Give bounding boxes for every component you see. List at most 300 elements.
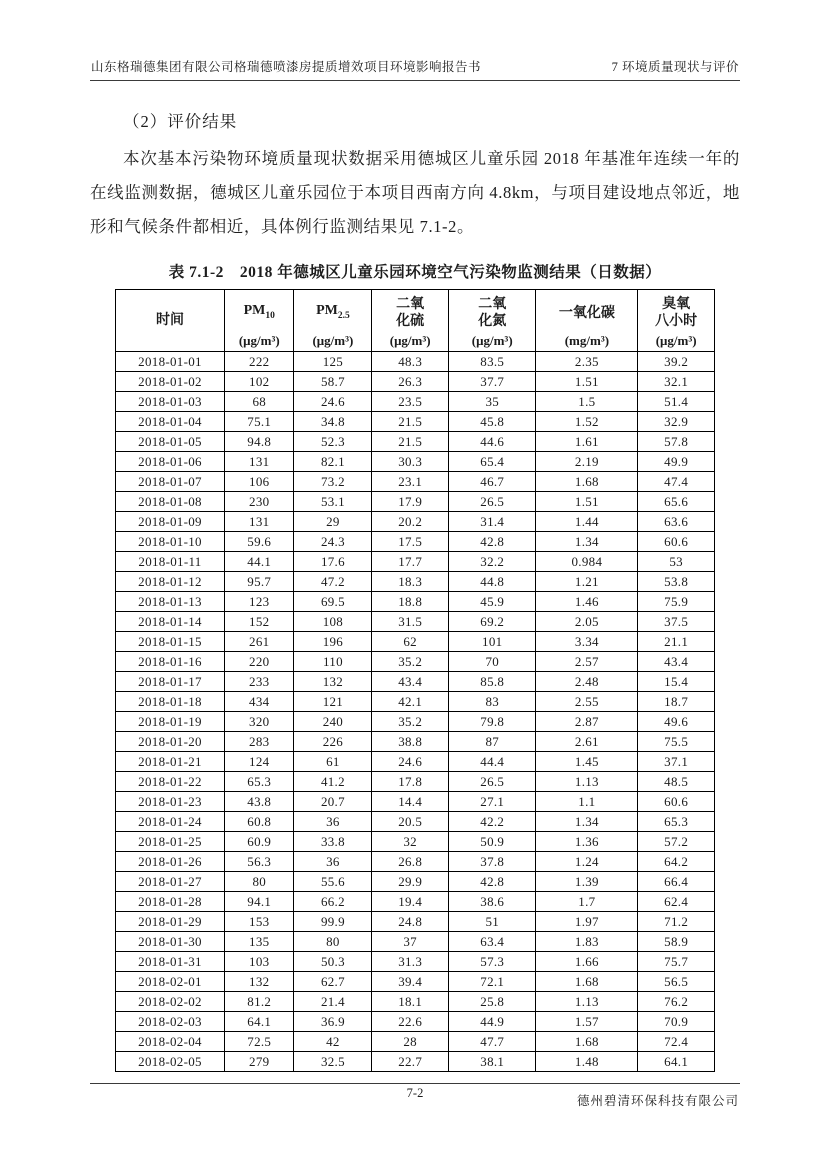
col-unit-pm25: (μg/m³) xyxy=(312,333,354,348)
date-cell: 2018-01-14 xyxy=(116,612,225,632)
o3-line1: 臭氧 xyxy=(662,297,691,312)
value-cell: 240 xyxy=(294,712,372,732)
value-cell: 1.68 xyxy=(536,972,638,992)
value-cell: 39.2 xyxy=(638,352,715,372)
monitoring-table xyxy=(115,289,715,1072)
value-cell: 60.6 xyxy=(638,532,715,552)
value-cell: 53.8 xyxy=(638,572,715,592)
value-cell: 2.61 xyxy=(536,732,638,752)
date-cell: 2018-01-29 xyxy=(116,912,225,932)
date-cell: 2018-01-17 xyxy=(116,672,225,692)
value-cell: 72.1 xyxy=(449,972,536,992)
value-cell: 32.2 xyxy=(449,552,536,572)
value-cell: 75.5 xyxy=(638,732,715,752)
date-cell: 2018-01-22 xyxy=(116,772,225,792)
value-cell: 94.8 xyxy=(225,432,294,452)
value-cell: 32.5 xyxy=(294,1052,372,1072)
value-cell: 18.1 xyxy=(372,992,449,1012)
value-cell: 31.5 xyxy=(372,612,449,632)
value-cell: 46.7 xyxy=(449,472,536,492)
value-cell: 50.9 xyxy=(449,832,536,852)
value-cell: 57.2 xyxy=(638,832,715,852)
value-cell: 50.3 xyxy=(294,952,372,972)
value-cell: 38.8 xyxy=(372,732,449,752)
value-cell: 2.87 xyxy=(536,712,638,732)
footer-company: 德州碧清环保科技有限公司 xyxy=(576,1094,739,1108)
value-cell: 70 xyxy=(449,652,536,672)
value-cell: 83.5 xyxy=(449,352,536,372)
table-row xyxy=(116,872,715,892)
value-cell: 94.1 xyxy=(225,892,294,912)
date-cell: 2018-01-03 xyxy=(116,392,225,412)
date-cell: 2018-02-04 xyxy=(116,1032,225,1052)
value-cell: 64.1 xyxy=(638,1052,715,1072)
value-cell: 65.3 xyxy=(638,812,715,832)
value-cell: 29 xyxy=(294,512,372,532)
value-cell: 24.3 xyxy=(294,532,372,552)
date-cell: 2018-01-20 xyxy=(116,732,225,752)
value-cell: 48.3 xyxy=(372,352,449,372)
table-row xyxy=(116,1012,715,1032)
value-cell: 434 xyxy=(225,692,294,712)
col-unit-no2: (μg/m³) xyxy=(471,333,513,348)
value-cell: 62.4 xyxy=(638,892,715,912)
value-cell: 1.51 xyxy=(536,492,638,512)
value-cell: 37.8 xyxy=(449,852,536,872)
value-cell: 52.3 xyxy=(294,432,372,452)
value-cell: 37.5 xyxy=(638,612,715,632)
table-row xyxy=(116,652,715,672)
body-paragraph: 本次基本污染物环境质量现状数据采用德城区儿童乐园 2018 年基准年连续一年的在线监测数据，德城区儿童乐园位于本项目西南方向 4.8km，与项目建设地点邻近，地形和气候条件都相近，具体例行监测结果见 7.1-2。 xyxy=(90,149,740,236)
so2-line1: 二氧 xyxy=(396,297,425,312)
col-header-pm10 xyxy=(225,290,294,352)
value-cell: 26.5 xyxy=(449,772,536,792)
o3-line2: 八小时 xyxy=(655,314,698,329)
table-row xyxy=(116,892,715,912)
table-row xyxy=(116,632,715,652)
table-row xyxy=(116,592,715,612)
value-cell: 18.7 xyxy=(638,692,715,712)
date-cell: 2018-01-15 xyxy=(116,632,225,652)
value-cell: 1.45 xyxy=(536,752,638,772)
value-cell: 56.5 xyxy=(638,972,715,992)
value-cell: 1.1 xyxy=(536,792,638,812)
value-cell: 73.2 xyxy=(294,472,372,492)
value-cell: 61 xyxy=(294,752,372,772)
value-cell: 2.57 xyxy=(536,652,638,672)
date-cell: 2018-02-03 xyxy=(116,1012,225,1032)
value-cell: 23.1 xyxy=(372,472,449,492)
value-cell: 55.6 xyxy=(294,872,372,892)
value-cell: 226 xyxy=(294,732,372,752)
table-row xyxy=(116,612,715,632)
value-cell: 1.66 xyxy=(536,952,638,972)
value-cell: 1.5 xyxy=(536,392,638,412)
table-row xyxy=(116,452,715,472)
value-cell: 17.5 xyxy=(372,532,449,552)
value-cell: 95.7 xyxy=(225,572,294,592)
pm10-base: PM xyxy=(243,302,266,318)
value-cell: 65.4 xyxy=(449,452,536,472)
value-cell: 59.6 xyxy=(225,532,294,552)
value-cell: 124 xyxy=(225,752,294,772)
value-cell: 58.7 xyxy=(294,372,372,392)
col-unit-pm10: (μg/m³) xyxy=(238,333,280,348)
col-header-co xyxy=(536,290,638,352)
value-cell: 103 xyxy=(225,952,294,972)
value-cell: 42.8 xyxy=(449,532,536,552)
value-cell: 44.1 xyxy=(225,552,294,572)
date-cell: 2018-01-02 xyxy=(116,372,225,392)
date-cell: 2018-02-02 xyxy=(116,992,225,1012)
table-row xyxy=(116,432,715,452)
date-cell: 2018-01-07 xyxy=(116,472,225,492)
date-cell: 2018-01-09 xyxy=(116,512,225,532)
value-cell: 2.05 xyxy=(536,612,638,632)
value-cell: 3.34 xyxy=(536,632,638,652)
value-cell: 47.2 xyxy=(294,572,372,592)
value-cell: 62.7 xyxy=(294,972,372,992)
value-cell: 1.52 xyxy=(536,412,638,432)
value-cell: 99.9 xyxy=(294,912,372,932)
table-row xyxy=(116,712,715,732)
value-cell: 53 xyxy=(638,552,715,572)
date-cell: 2018-01-05 xyxy=(116,432,225,452)
value-cell: 1.57 xyxy=(536,1012,638,1032)
value-cell: 38.1 xyxy=(449,1052,536,1072)
value-cell: 1.24 xyxy=(536,852,638,872)
value-cell: 83 xyxy=(449,692,536,712)
value-cell: 44.9 xyxy=(449,1012,536,1032)
value-cell: 1.83 xyxy=(536,932,638,952)
value-cell: 1.61 xyxy=(536,432,638,452)
table-row xyxy=(116,952,715,972)
value-cell: 35.2 xyxy=(372,652,449,672)
date-cell: 2018-01-23 xyxy=(116,792,225,812)
table-row xyxy=(116,912,715,932)
date-cell: 2018-01-01 xyxy=(116,352,225,372)
date-cell: 2018-01-27 xyxy=(116,872,225,892)
table-row xyxy=(116,992,715,1012)
table-row xyxy=(116,792,715,812)
value-cell: 32 xyxy=(372,832,449,852)
value-cell: 279 xyxy=(225,1052,294,1072)
value-cell: 47.7 xyxy=(449,1032,536,1052)
value-cell: 43.4 xyxy=(638,652,715,672)
date-cell: 2018-01-24 xyxy=(116,812,225,832)
value-cell: 66.2 xyxy=(294,892,372,912)
value-cell: 0.984 xyxy=(536,552,638,572)
value-cell: 1.68 xyxy=(536,1032,638,1052)
value-cell: 1.51 xyxy=(536,372,638,392)
col-unit-co: (mg/m³) xyxy=(564,333,610,348)
date-cell: 2018-02-01 xyxy=(116,972,225,992)
value-cell: 31.3 xyxy=(372,952,449,972)
value-cell: 60.6 xyxy=(638,792,715,812)
value-cell: 22.7 xyxy=(372,1052,449,1072)
value-cell: 2.35 xyxy=(536,352,638,372)
table-row xyxy=(116,492,715,512)
value-cell: 58.9 xyxy=(638,932,715,952)
table-row xyxy=(116,752,715,772)
value-cell: 220 xyxy=(225,652,294,672)
date-cell: 2018-01-08 xyxy=(116,492,225,512)
value-cell: 48.5 xyxy=(638,772,715,792)
value-cell: 152 xyxy=(225,612,294,632)
value-cell: 80 xyxy=(294,932,372,952)
value-cell: 75.9 xyxy=(638,592,715,612)
value-cell: 33.8 xyxy=(294,832,372,852)
value-cell: 132 xyxy=(225,972,294,992)
value-cell: 153 xyxy=(225,912,294,932)
value-cell: 21.1 xyxy=(638,632,715,652)
value-cell: 230 xyxy=(225,492,294,512)
value-cell: 69.5 xyxy=(294,592,372,612)
table-row xyxy=(116,772,715,792)
table-row xyxy=(116,532,715,552)
value-cell: 85.8 xyxy=(449,672,536,692)
value-cell: 35 xyxy=(449,392,536,412)
table-row xyxy=(116,832,715,852)
value-cell: 49.6 xyxy=(638,712,715,732)
table-row xyxy=(116,1032,715,1052)
table-row xyxy=(116,812,715,832)
table-row xyxy=(116,392,715,412)
value-cell: 76.2 xyxy=(638,992,715,1012)
value-cell: 43.4 xyxy=(372,672,449,692)
section-heading: （2）评价结果 xyxy=(123,112,238,131)
value-cell: 36 xyxy=(294,812,372,832)
value-cell: 45.9 xyxy=(449,592,536,612)
value-cell: 30.3 xyxy=(372,452,449,472)
running-header xyxy=(90,57,740,81)
value-cell: 320 xyxy=(225,712,294,732)
value-cell: 283 xyxy=(225,732,294,752)
value-cell: 82.1 xyxy=(294,452,372,472)
no2-line2: 化氮 xyxy=(478,314,507,329)
col-header-time xyxy=(116,290,225,352)
value-cell: 123 xyxy=(225,592,294,612)
value-cell: 57.8 xyxy=(638,432,715,452)
value-cell: 1.36 xyxy=(536,832,638,852)
value-cell: 37 xyxy=(372,932,449,952)
value-cell: 1.34 xyxy=(536,532,638,552)
value-cell: 31.4 xyxy=(449,512,536,532)
value-cell: 43.8 xyxy=(225,792,294,812)
value-cell: 2.55 xyxy=(536,692,638,712)
value-cell: 37.1 xyxy=(638,752,715,772)
page-number: 7-2 xyxy=(406,1086,424,1100)
value-cell: 26.5 xyxy=(449,492,536,512)
table-row xyxy=(116,352,715,372)
value-cell: 1.97 xyxy=(536,912,638,932)
col-unit-so2: (μg/m³) xyxy=(389,333,431,348)
value-cell: 42.1 xyxy=(372,692,449,712)
table-row xyxy=(116,412,715,432)
date-cell: 2018-01-31 xyxy=(116,952,225,972)
value-cell: 22.6 xyxy=(372,1012,449,1032)
date-cell: 2018-02-05 xyxy=(116,1052,225,1072)
table-row xyxy=(116,972,715,992)
table-row xyxy=(116,1052,715,1072)
table-row xyxy=(116,852,715,872)
value-cell: 1.39 xyxy=(536,872,638,892)
value-cell: 15.4 xyxy=(638,672,715,692)
value-cell: 233 xyxy=(225,672,294,692)
value-cell: 29.9 xyxy=(372,872,449,892)
value-cell: 60.9 xyxy=(225,832,294,852)
value-cell: 261 xyxy=(225,632,294,652)
value-cell: 39.4 xyxy=(372,972,449,992)
col-header-so2 xyxy=(372,290,449,352)
value-cell: 20.2 xyxy=(372,512,449,532)
running-footer xyxy=(90,1083,740,1107)
value-cell: 51.4 xyxy=(638,392,715,412)
value-cell: 49.9 xyxy=(638,452,715,472)
date-cell: 2018-01-16 xyxy=(116,652,225,672)
value-cell: 125 xyxy=(294,352,372,372)
table-row xyxy=(116,672,715,692)
value-cell: 42 xyxy=(294,1032,372,1052)
value-cell: 63.6 xyxy=(638,512,715,532)
value-cell: 69.2 xyxy=(449,612,536,632)
value-cell: 63.4 xyxy=(449,932,536,952)
value-cell: 72.5 xyxy=(225,1032,294,1052)
table-row xyxy=(116,572,715,592)
value-cell: 42.8 xyxy=(449,872,536,892)
value-cell: 26.3 xyxy=(372,372,449,392)
value-cell: 35.2 xyxy=(372,712,449,732)
value-cell: 51 xyxy=(449,912,536,932)
value-cell: 41.2 xyxy=(294,772,372,792)
table-body xyxy=(116,352,715,1072)
value-cell: 42.2 xyxy=(449,812,536,832)
value-cell: 18.8 xyxy=(372,592,449,612)
value-cell: 18.3 xyxy=(372,572,449,592)
table-row xyxy=(116,932,715,952)
value-cell: 21.4 xyxy=(294,992,372,1012)
value-cell: 1.7 xyxy=(536,892,638,912)
value-cell: 1.13 xyxy=(536,992,638,1012)
table-header-row xyxy=(116,290,715,352)
value-cell: 2.48 xyxy=(536,672,638,692)
col-header-no2 xyxy=(449,290,536,352)
date-cell: 2018-01-28 xyxy=(116,892,225,912)
value-cell: 121 xyxy=(294,692,372,712)
value-cell: 70.9 xyxy=(638,1012,715,1032)
value-cell: 71.2 xyxy=(638,912,715,932)
value-cell: 19.4 xyxy=(372,892,449,912)
date-cell: 2018-01-13 xyxy=(116,592,225,612)
value-cell: 132 xyxy=(294,672,372,692)
value-cell: 24.6 xyxy=(294,392,372,412)
date-cell: 2018-01-25 xyxy=(116,832,225,852)
value-cell: 110 xyxy=(294,652,372,672)
value-cell: 14.4 xyxy=(372,792,449,812)
value-cell: 102 xyxy=(225,372,294,392)
value-cell: 44.4 xyxy=(449,752,536,772)
header-left-title: 山东格瑞德集团有限公司格瑞德喷漆房提质增效项目环境影响报告书 xyxy=(91,60,482,74)
table-row xyxy=(116,552,715,572)
value-cell: 17.9 xyxy=(372,492,449,512)
value-cell: 87 xyxy=(449,732,536,752)
value-cell: 101 xyxy=(449,632,536,652)
table-row xyxy=(116,512,715,532)
value-cell: 44.8 xyxy=(449,572,536,592)
value-cell: 45.8 xyxy=(449,412,536,432)
col-header-time-label: 时间 xyxy=(156,313,184,328)
value-cell: 75.7 xyxy=(638,952,715,972)
value-cell: 196 xyxy=(294,632,372,652)
col-header-pm25 xyxy=(294,290,372,352)
value-cell: 24.6 xyxy=(372,752,449,772)
pm25-subscript: 2.5 xyxy=(337,310,350,321)
co-label: 一氧化碳 xyxy=(558,305,615,321)
so2-line2: 化硫 xyxy=(396,314,425,329)
value-cell: 1.21 xyxy=(536,572,638,592)
value-cell: 131 xyxy=(225,452,294,472)
value-cell: 1.68 xyxy=(536,472,638,492)
value-cell: 135 xyxy=(225,932,294,952)
date-cell: 2018-01-21 xyxy=(116,752,225,772)
value-cell: 1.46 xyxy=(536,592,638,612)
value-cell: 53.1 xyxy=(294,492,372,512)
date-cell: 2018-01-11 xyxy=(116,552,225,572)
value-cell: 17.7 xyxy=(372,552,449,572)
date-cell: 2018-01-12 xyxy=(116,572,225,592)
date-cell: 2018-01-10 xyxy=(116,532,225,552)
pm25-base: PM xyxy=(316,302,338,318)
table-row xyxy=(116,692,715,712)
value-cell: 36.9 xyxy=(294,1012,372,1032)
value-cell: 23.5 xyxy=(372,392,449,412)
value-cell: 57.3 xyxy=(449,952,536,972)
value-cell: 75.1 xyxy=(225,412,294,432)
value-cell: 24.8 xyxy=(372,912,449,932)
value-cell: 20.5 xyxy=(372,812,449,832)
value-cell: 1.34 xyxy=(536,812,638,832)
date-cell: 2018-01-04 xyxy=(116,412,225,432)
value-cell: 17.8 xyxy=(372,772,449,792)
value-cell: 1.48 xyxy=(536,1052,638,1072)
value-cell: 32.9 xyxy=(638,412,715,432)
value-cell: 106 xyxy=(225,472,294,492)
value-cell: 37.7 xyxy=(449,372,536,392)
table-row xyxy=(116,732,715,752)
value-cell: 1.13 xyxy=(536,772,638,792)
value-cell: 20.7 xyxy=(294,792,372,812)
value-cell: 222 xyxy=(225,352,294,372)
value-cell: 80 xyxy=(225,872,294,892)
col-header-o3 xyxy=(638,290,715,352)
value-cell: 60.8 xyxy=(225,812,294,832)
value-cell: 26.8 xyxy=(372,852,449,872)
value-cell: 62 xyxy=(372,632,449,652)
value-cell: 36 xyxy=(294,852,372,872)
value-cell: 17.6 xyxy=(294,552,372,572)
date-cell: 2018-01-06 xyxy=(116,452,225,472)
value-cell: 68 xyxy=(225,392,294,412)
no2-line1: 二氧 xyxy=(478,297,507,312)
table-title: 表 7.1-2 2018 年德城区儿童乐园环境空气污染物监测结果（日数据） xyxy=(168,264,662,281)
date-cell: 2018-01-19 xyxy=(116,712,225,732)
date-cell: 2018-01-18 xyxy=(116,692,225,712)
value-cell: 27.1 xyxy=(449,792,536,812)
value-cell: 32.1 xyxy=(638,372,715,392)
value-cell: 66.4 xyxy=(638,872,715,892)
value-cell: 65.3 xyxy=(225,772,294,792)
header-right-chapter: 7 环境质量现状与评价 xyxy=(611,60,739,74)
